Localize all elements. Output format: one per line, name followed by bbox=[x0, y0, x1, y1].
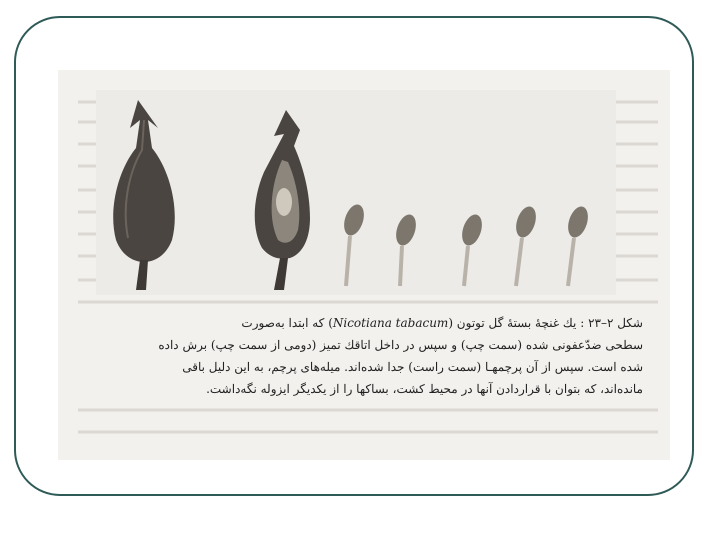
species-name: Nicotiana tabacum bbox=[332, 316, 449, 330]
caption-line-2: سطحی ضدّعفونی شده (سمت چپ) و سپس در داخل اتاقك تمیز (دومی از سمت چپ) برش داده bbox=[158, 338, 643, 352]
caption-line-4: مانده‌اند، که بتوان با قراردادن آنها در محیط کشت، بساکها را از یکدیگر ایزوله نگه‌داشت. bbox=[206, 382, 643, 396]
caption-line-1: شکل ۲–۲۳ : یك غنچهٔ بستهٔ گل توتون (Nicotiana tabacum) که ابتدا به‌صورت bbox=[241, 316, 643, 330]
caption-line-3: شده است. سپس از آن پرچمهـا (سمت راست) جدا شده‌اند. میله‌های پرچم، به این دلیل باقی bbox=[182, 360, 643, 374]
tobacco-flower-photo bbox=[96, 90, 616, 295]
flower-dissection-image bbox=[96, 90, 616, 295]
scanned-page bbox=[58, 70, 670, 460]
figure-caption bbox=[98, 312, 643, 400]
